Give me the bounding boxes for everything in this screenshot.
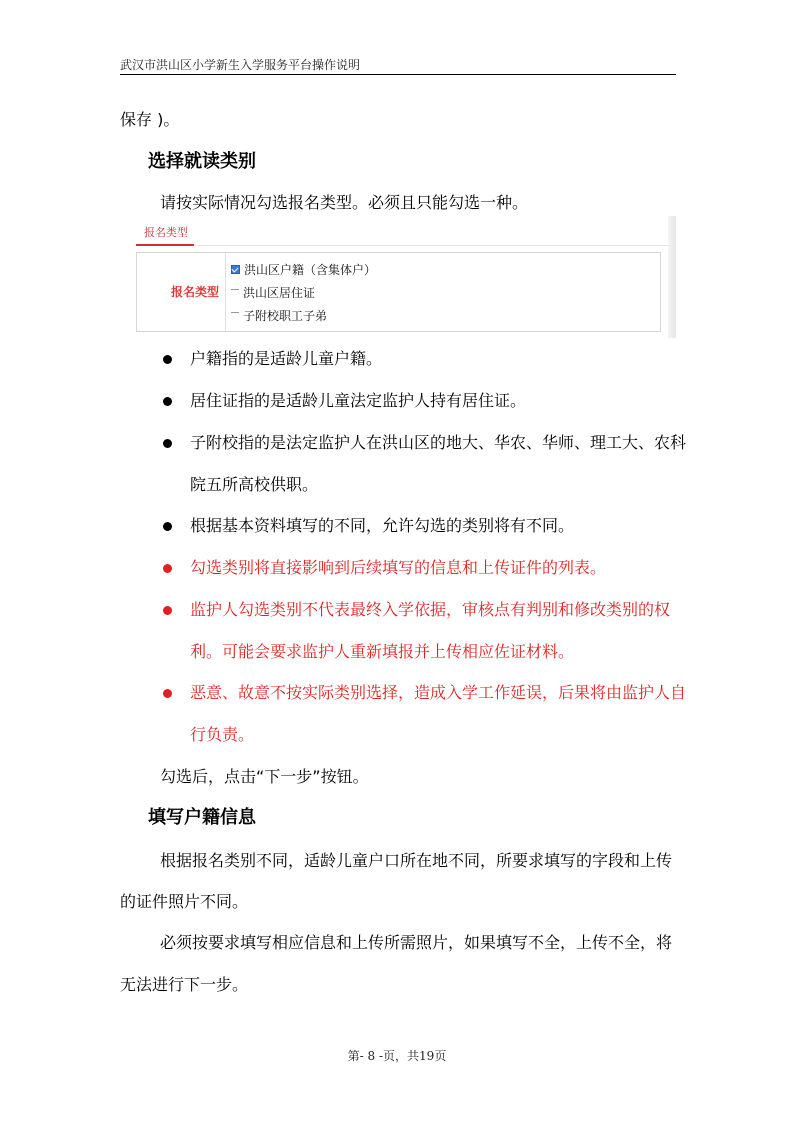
bullet-warning-liability-line2: 行负责。 xyxy=(190,725,255,744)
bullet-red-icon xyxy=(163,606,172,615)
bullet-red-icon xyxy=(163,564,172,573)
form-column-divider xyxy=(225,253,226,331)
checkbox-checked-icon xyxy=(231,265,240,274)
paragraph-must-complete-line2: 无法进行下一步。 xyxy=(120,975,249,994)
tab-underline xyxy=(136,244,194,246)
after-select-instruction: 勾选后，点击“下一步”按钮。 xyxy=(160,767,369,786)
bullet-affiliated-school-line2: 院五所高校供职。 xyxy=(190,475,319,494)
bullet-icon xyxy=(163,397,172,406)
bullet-affiliated-school-line1: 子附校指的是法定监护人在洪山区的地大、华农、华师、理工大、农科 xyxy=(190,433,687,452)
option-label: 子附校职工子弟 xyxy=(243,309,328,323)
page-footer xyxy=(0,1048,794,1064)
option-hongshan-hukou xyxy=(231,262,376,278)
option-label: 洪山区居住证 xyxy=(243,286,316,300)
registration-type-form xyxy=(136,252,661,332)
section-instruction: 请按实际情况勾选报名类型。必须且只能勾选一种。 xyxy=(160,193,529,212)
screenshot-edge xyxy=(668,216,676,338)
bullet-icon xyxy=(163,522,172,531)
bullet-warning-review-line1: 监护人勾选类别不代表最终入学依据，审核点有判别和修改类别的权 xyxy=(190,600,671,619)
page-header xyxy=(120,58,676,75)
bullet-categories-differ: 根据基本资料填写的不同，允许勾选的类别将有不同。 xyxy=(190,516,575,535)
paragraph-fields-differ-line2: 的证件照片不同。 xyxy=(120,892,249,911)
registration-type-label: 报名类型 xyxy=(171,285,220,299)
category-form-screenshot xyxy=(136,216,676,338)
option-label: 洪山区户籍（含集体户） xyxy=(244,263,377,277)
checkbox-unchecked-icon xyxy=(231,289,239,290)
option-affiliated-school-staff xyxy=(231,308,327,324)
bullet-warning-review-line2: 利。可能会要求监护人重新填报并上传相应佐证材料。 xyxy=(190,642,575,661)
continued-text: 保存 )。 xyxy=(120,110,180,129)
section-heading-choose-category: 选择就读类别 xyxy=(148,151,256,172)
bullet-icon xyxy=(163,439,172,448)
bullet-warning-affects-uploads: 勾选类别将直接影响到后续填写的信息和上传证件的列表。 xyxy=(190,558,607,577)
paragraph-must-complete-line1: 必须按要求填写相应信息和上传所需照片，如果填写不全，上传不全，将 xyxy=(160,933,673,952)
section-heading-hukou-info: 填写户籍信息 xyxy=(148,807,256,828)
bullet-icon xyxy=(163,355,172,364)
checkbox-unchecked-icon xyxy=(231,312,239,313)
bullet-hukou: 户籍指的是适龄儿童户籍。 xyxy=(190,349,383,368)
bullet-warning-liability-line1: 恶意、故意不按实际类别选择，造成入学工作延误，后果将由监护人自 xyxy=(190,683,687,702)
paragraph-fields-differ-line1: 根据报名类别不同，适龄儿童户口所在地不同，所要求填写的字段和上传 xyxy=(160,851,673,870)
option-hongshan-residence-permit xyxy=(231,285,315,301)
bullet-residence-permit: 居住证指的是适龄儿童法定监护人持有居住证。 xyxy=(190,391,527,410)
page-number: 第- 8 -页，共19页 xyxy=(347,1049,447,1063)
header-title: 武汉市洪山区小学新生入学服务平台操作说明 xyxy=(120,58,361,72)
registration-type-tab: 报名类型 xyxy=(144,226,188,239)
tab-divider xyxy=(194,245,668,246)
bullet-red-icon xyxy=(163,689,172,698)
